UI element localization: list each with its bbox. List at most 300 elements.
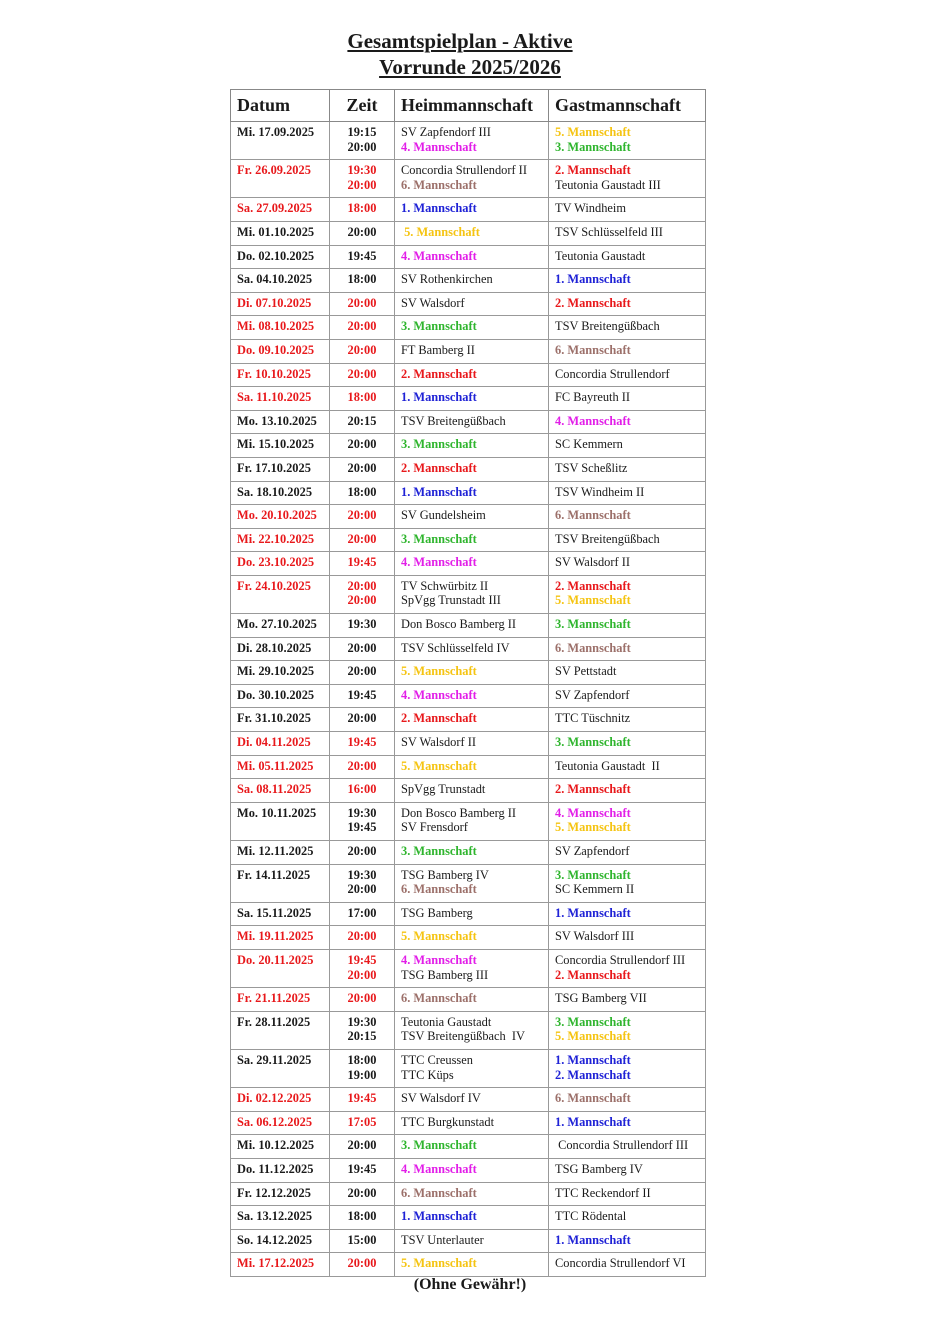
time-value: 19:45 <box>347 735 377 750</box>
own-team-name: 6. Mannschaft <box>555 342 631 357</box>
own-team-name: 3. Mannschaft <box>401 319 477 334</box>
own-team-name: 1. Mannschaft <box>401 201 477 216</box>
opponent-name: TSG Bamberg VII <box>555 991 647 1006</box>
cell-heim <box>395 528 549 552</box>
cell-datum: Sa. 08.11.2025 <box>231 779 330 803</box>
cell-zeit <box>330 755 395 779</box>
time-value: 20:00 <box>347 319 377 334</box>
opponent-name: SV Pettstadt <box>555 664 617 679</box>
cell-zeit <box>330 1088 395 1112</box>
cell-gast <box>549 1158 706 1182</box>
opponent-name: TSG Bamberg III <box>401 967 489 982</box>
cell-zeit <box>330 1229 395 1253</box>
table-row <box>231 552 706 576</box>
cell-zeit <box>330 269 395 293</box>
own-team-name: 2. Mannschaft <box>401 366 477 381</box>
table-row <box>231 292 706 316</box>
cell-datum: Mo. 10.11.2025 <box>231 802 330 840</box>
opponent-name: TSV Breitengüßbach <box>555 319 660 334</box>
time-value: 19:45 <box>347 1091 377 1106</box>
cell-datum: Sa. 04.10.2025 <box>231 269 330 293</box>
own-team-name: 6. Mannschaft <box>555 1091 631 1106</box>
cell-gast <box>549 269 706 293</box>
own-team-name: 5. Mannschaft <box>401 758 477 773</box>
own-team-name: 4. Mannschaft <box>401 1161 477 1176</box>
own-team-name: 3. Mannschaft <box>401 531 477 546</box>
cell-zeit <box>330 1111 395 1135</box>
cell-datum: Mi. 01.10.2025 <box>231 221 330 245</box>
cell-heim <box>395 1158 549 1182</box>
own-team-name: 1. Mannschaft <box>555 272 631 287</box>
cell-zeit <box>330 1135 395 1159</box>
opponent-name: Teutonia Gaustadt III <box>555 177 661 192</box>
cell-datum: Fr. 31.10.2025 <box>231 708 330 732</box>
cell-heim <box>395 122 549 160</box>
opponent-name: SV Rothenkirchen <box>401 272 493 287</box>
table-row <box>231 1135 706 1159</box>
opponent-name: SV Walsdorf II <box>555 555 630 570</box>
opponent-name: FC Bayreuth II <box>555 390 631 405</box>
time-value: 20:00 <box>347 460 377 475</box>
own-team-name: 4. Mannschaft <box>401 687 477 702</box>
opponent-name: Teutonia Gaustadt <box>401 1014 492 1029</box>
cell-heim <box>395 198 549 222</box>
table-row <box>231 637 706 661</box>
cell-datum: Di. 02.12.2025 <box>231 1088 330 1112</box>
opponent-name: TTC Creussen <box>401 1052 473 1067</box>
table-row <box>231 363 706 387</box>
own-team-name: 4. Mannschaft <box>555 805 631 820</box>
table-row <box>231 339 706 363</box>
own-team-name: 1. Mannschaft <box>555 1052 631 1067</box>
cell-heim <box>395 552 549 576</box>
cell-heim <box>395 684 549 708</box>
cell-datum: Mi. 10.12.2025 <box>231 1135 330 1159</box>
table-row <box>231 221 706 245</box>
own-team-name: 6. Mannschaft <box>555 508 631 523</box>
opponent-name: Teutonia Gaustadt <box>555 248 646 263</box>
opponent-name: SV Walsdorf III <box>555 929 635 944</box>
time-value: 19:30 <box>347 867 377 882</box>
table-row <box>231 1088 706 1112</box>
cell-zeit <box>330 902 395 926</box>
opponent-name: TV Schwürbitz II <box>401 578 489 593</box>
table-row <box>231 269 706 293</box>
own-team-name: 2. Mannschaft <box>555 1067 631 1082</box>
cell-heim <box>395 732 549 756</box>
table-row <box>231 779 706 803</box>
time-value: 20:00 <box>347 967 377 982</box>
cell-heim <box>395 902 549 926</box>
time-value: 20:00 <box>347 640 377 655</box>
cell-gast <box>549 316 706 340</box>
cell-heim <box>395 841 549 865</box>
own-team-name: 2. Mannschaft <box>401 711 477 726</box>
cell-zeit <box>330 387 395 411</box>
cell-datum: Di. 07.10.2025 <box>231 292 330 316</box>
time-value: 20:00 <box>347 664 377 679</box>
cell-gast <box>549 1253 706 1277</box>
table-row <box>231 1158 706 1182</box>
opponent-name: TTC Küps <box>401 1067 454 1082</box>
own-team-name: 5. Mannschaft <box>555 820 631 835</box>
cell-heim <box>395 1229 549 1253</box>
time-value: 20:00 <box>347 991 377 1006</box>
own-team-name: 2. Mannschaft <box>555 578 631 593</box>
opponent-name: SpVgg Trunstadt <box>401 782 486 797</box>
time-value: 19:45 <box>347 248 377 263</box>
cell-gast <box>549 1135 706 1159</box>
cell-gast <box>549 575 706 613</box>
cell-zeit <box>330 637 395 661</box>
opponent-name: TTC Rödental <box>555 1209 627 1224</box>
cell-gast <box>549 1088 706 1112</box>
table-row <box>231 902 706 926</box>
cell-gast <box>549 1182 706 1206</box>
cell-zeit <box>330 864 395 902</box>
table-row <box>231 864 706 902</box>
cell-datum: Di. 04.11.2025 <box>231 732 330 756</box>
header-gast: Gastmannschaft <box>549 90 706 122</box>
cell-gast <box>549 122 706 160</box>
cell-datum: Mi. 29.10.2025 <box>231 661 330 685</box>
time-value: 18:00 <box>347 390 377 405</box>
cell-zeit <box>330 552 395 576</box>
time-value: 19:45 <box>347 1161 377 1176</box>
time-value: 20:15 <box>347 1029 377 1044</box>
own-team-name: 1. Mannschaft <box>555 1232 631 1247</box>
cell-zeit <box>330 316 395 340</box>
cell-zeit <box>330 661 395 685</box>
cell-heim <box>395 481 549 505</box>
opponent-name: SV Frensdorf <box>401 820 468 835</box>
cell-heim <box>395 708 549 732</box>
opponent-name: TSV Unterlauter <box>401 1232 484 1247</box>
time-value: 18:00 <box>347 1052 377 1067</box>
cell-zeit <box>330 802 395 840</box>
cell-datum: Mo. 27.10.2025 <box>231 614 330 638</box>
cell-heim <box>395 575 549 613</box>
cell-zeit <box>330 1049 395 1087</box>
cell-datum: Sa. 29.11.2025 <box>231 1049 330 1087</box>
opponent-name: Don Bosco Bamberg II <box>401 805 517 820</box>
table-row <box>231 661 706 685</box>
cell-gast <box>549 949 706 987</box>
cell-datum: Sa. 18.10.2025 <box>231 481 330 505</box>
cell-gast <box>549 339 706 363</box>
cell-datum: Mi. 05.11.2025 <box>231 755 330 779</box>
own-team-name: 3. Mannschaft <box>555 1014 631 1029</box>
schedule-table <box>230 89 706 1277</box>
cell-gast <box>549 528 706 552</box>
table-row <box>231 434 706 458</box>
cell-gast <box>549 684 706 708</box>
table-row <box>231 732 706 756</box>
own-team-name: 1. Mannschaft <box>555 905 631 920</box>
time-value: 19:30 <box>347 1014 377 1029</box>
time-value: 20:00 <box>347 758 377 773</box>
time-value: 16:00 <box>347 782 377 797</box>
opponent-name: TSV Schlüsselfeld IV <box>401 640 510 655</box>
opponent-name: SV Zapfendorf III <box>401 125 491 139</box>
cell-zeit <box>330 505 395 529</box>
cell-datum: Fr. 21.11.2025 <box>231 988 330 1012</box>
own-team-name: 3. Mannschaft <box>401 1138 477 1153</box>
cell-gast <box>549 292 706 316</box>
opponent-name: SV Walsdorf II <box>401 735 476 750</box>
own-team-name: 4. Mannschaft <box>401 952 477 967</box>
own-team-name: 3. Mannschaft <box>555 867 631 882</box>
cell-gast <box>549 841 706 865</box>
cell-heim <box>395 614 549 638</box>
time-value: 20:00 <box>347 437 377 452</box>
opponent-name: Teutonia Gaustadt II <box>555 758 660 773</box>
cell-gast <box>549 732 706 756</box>
cell-zeit <box>330 708 395 732</box>
time-value: 20:00 <box>347 224 377 239</box>
opponent-name: TSV Breitengüßbach IV <box>401 1029 525 1044</box>
cell-zeit <box>330 198 395 222</box>
cell-zeit <box>330 988 395 1012</box>
time-value: 18:00 <box>347 201 377 216</box>
cell-datum: Fr. 10.10.2025 <box>231 363 330 387</box>
time-value: 19:45 <box>347 952 377 967</box>
opponent-name: SC Kemmern II <box>555 882 635 897</box>
opponent-name: TSG Bamberg IV <box>401 867 489 882</box>
own-team-name: 4. Mannschaft <box>555 413 631 428</box>
time-value: 20:00 <box>347 1185 377 1200</box>
table-row <box>231 1206 706 1230</box>
cell-datum: Do. 20.11.2025 <box>231 949 330 987</box>
opponent-name: TSG Bamberg IV <box>555 1161 643 1176</box>
time-value: 19:30 <box>347 805 377 820</box>
cell-datum: Mi. 17.12.2025 <box>231 1253 330 1277</box>
own-team-name: 3. Mannschaft <box>401 844 477 858</box>
own-team-name: 6. Mannschaft <box>401 991 477 1006</box>
cell-zeit <box>330 1011 395 1049</box>
cell-heim <box>395 339 549 363</box>
cell-datum: Mi. 22.10.2025 <box>231 528 330 552</box>
time-value: 19:00 <box>347 1067 377 1082</box>
time-value: 18:00 <box>347 484 377 499</box>
cell-gast <box>549 926 706 950</box>
cell-heim <box>395 637 549 661</box>
cell-datum: Fr. 14.11.2025 <box>231 864 330 902</box>
cell-heim <box>395 661 549 685</box>
cell-heim <box>395 864 549 902</box>
time-value: 20:00 <box>347 295 377 310</box>
table-row <box>231 949 706 987</box>
cell-zeit <box>330 779 395 803</box>
own-team-name: 6. Mannschaft <box>401 1185 477 1200</box>
table-row <box>231 505 706 529</box>
time-value: 20:00 <box>347 882 377 897</box>
cell-heim <box>395 779 549 803</box>
time-value: 17:00 <box>347 905 377 920</box>
cell-datum: Mi. 08.10.2025 <box>231 316 330 340</box>
opponent-name: SV Zapfendorf <box>555 844 630 858</box>
opponent-name: TSV Windheim II <box>555 484 645 499</box>
table-header-row <box>231 90 706 122</box>
cell-zeit <box>330 1158 395 1182</box>
table-row <box>231 198 706 222</box>
cell-zeit <box>330 245 395 269</box>
table-row <box>231 1253 706 1277</box>
time-value: 18:00 <box>347 1209 377 1224</box>
time-value: 20:00 <box>347 929 377 944</box>
cell-gast <box>549 481 706 505</box>
opponent-name: TSV Schlüsselfeld III <box>555 224 663 239</box>
cell-datum: Fr. 28.11.2025 <box>231 1011 330 1049</box>
cell-gast <box>549 1229 706 1253</box>
cell-zeit <box>330 434 395 458</box>
own-team-name: 1. Mannschaft <box>401 1209 477 1224</box>
own-team-name: 6. Mannschaft <box>401 882 477 897</box>
cell-gast <box>549 708 706 732</box>
own-team-name: 3. Mannschaft <box>555 617 631 632</box>
cell-zeit <box>330 292 395 316</box>
cell-zeit <box>330 684 395 708</box>
cell-gast <box>549 457 706 481</box>
cell-zeit <box>330 926 395 950</box>
table-row <box>231 841 706 865</box>
own-team-name: 2. Mannschaft <box>555 782 631 797</box>
cell-gast <box>549 552 706 576</box>
cell-heim <box>395 316 549 340</box>
opponent-name: SpVgg Trunstadt III <box>401 593 501 608</box>
own-team-name: 5. Mannschaft <box>555 125 631 139</box>
table-row <box>231 1049 706 1087</box>
opponent-name: TSV Breitengüßbach <box>401 413 506 428</box>
cell-datum: Sa. 27.09.2025 <box>231 198 330 222</box>
header-heim: Heimmannschaft <box>395 90 549 122</box>
cell-datum: Sa. 13.12.2025 <box>231 1206 330 1230</box>
time-value: 19:30 <box>347 163 377 178</box>
cell-gast <box>549 614 706 638</box>
cell-heim <box>395 802 549 840</box>
own-team-name: 5. Mannschaft <box>555 1029 631 1044</box>
time-value: 20:00 <box>347 366 377 381</box>
cell-heim <box>395 160 549 198</box>
cell-heim <box>395 1206 549 1230</box>
opponent-name: TTC Reckendorf II <box>555 1185 651 1200</box>
time-value: 20:00 <box>347 593 377 608</box>
cell-heim <box>395 387 549 411</box>
cell-datum: Do. 09.10.2025 <box>231 339 330 363</box>
cell-datum: Mi. 17.09.2025 <box>231 122 330 160</box>
own-team-name: 5. Mannschaft <box>401 224 480 239</box>
time-value: 19:45 <box>347 820 377 835</box>
cell-heim <box>395 926 549 950</box>
table-row <box>231 1229 706 1253</box>
table-row <box>231 614 706 638</box>
own-team-name: 5. Mannschaft <box>401 664 477 679</box>
cell-gast <box>549 988 706 1012</box>
opponent-name: TSV Scheßlitz <box>555 460 628 475</box>
opponent-name: TTC Burgkunstadt <box>401 1114 495 1129</box>
time-value: 19:45 <box>347 687 377 702</box>
cell-zeit <box>330 841 395 865</box>
table-row <box>231 708 706 732</box>
own-team-name: 2. Mannschaft <box>555 967 631 982</box>
cell-heim <box>395 1135 549 1159</box>
cell-heim <box>395 505 549 529</box>
cell-heim <box>395 1111 549 1135</box>
cell-gast <box>549 902 706 926</box>
opponent-name: Concordia Strullendorf II <box>401 163 527 178</box>
table-row <box>231 387 706 411</box>
cell-gast <box>549 1111 706 1135</box>
schedule-body <box>231 122 706 1277</box>
own-team-name: 2. Mannschaft <box>401 460 477 475</box>
cell-zeit <box>330 410 395 434</box>
table-row <box>231 1011 706 1049</box>
opponent-name: Don Bosco Bamberg II <box>401 617 517 632</box>
cell-gast <box>549 160 706 198</box>
own-team-name: 4. Mannschaft <box>401 248 477 263</box>
opponent-name: SC Kemmern <box>555 437 623 452</box>
opponent-name: TV Windheim <box>555 201 626 216</box>
cell-gast <box>549 802 706 840</box>
cell-zeit <box>330 614 395 638</box>
cell-datum: Fr. 26.09.2025 <box>231 160 330 198</box>
cell-datum: Fr. 12.12.2025 <box>231 1182 330 1206</box>
table-row <box>231 122 706 160</box>
cell-zeit <box>330 1182 395 1206</box>
table-row <box>231 316 706 340</box>
table-row <box>231 1111 706 1135</box>
header-zeit: Zeit <box>330 90 395 122</box>
cell-gast <box>549 637 706 661</box>
opponent-name: SV Walsdorf <box>401 295 465 310</box>
cell-heim <box>395 269 549 293</box>
own-team-name: 4. Mannschaft <box>401 139 477 154</box>
opponent-name: TSG Bamberg <box>401 905 473 920</box>
cell-zeit <box>330 528 395 552</box>
time-value: 20:00 <box>347 139 377 154</box>
own-team-name: 3. Mannschaft <box>401 437 477 452</box>
own-team-name: 2. Mannschaft <box>555 163 631 178</box>
cell-gast <box>549 661 706 685</box>
cell-gast <box>549 1011 706 1049</box>
own-team-name: 3. Mannschaft <box>555 139 631 154</box>
cell-datum: Mi. 12.11.2025 <box>231 841 330 865</box>
cell-heim <box>395 410 549 434</box>
cell-heim <box>395 221 549 245</box>
cell-gast <box>549 221 706 245</box>
table-row <box>231 245 706 269</box>
table-row <box>231 755 706 779</box>
cell-heim <box>395 1049 549 1087</box>
cell-heim <box>395 457 549 481</box>
table-row <box>231 457 706 481</box>
opponent-name: FT Bamberg II <box>401 342 475 357</box>
cell-datum: Do. 23.10.2025 <box>231 552 330 576</box>
cell-zeit <box>330 481 395 505</box>
table-row <box>231 1182 706 1206</box>
cell-datum: Mo. 13.10.2025 <box>231 410 330 434</box>
cell-heim <box>395 949 549 987</box>
cell-gast <box>549 755 706 779</box>
title-line-2: Vorrunde 2025/2026 <box>379 55 561 79</box>
cell-datum: Sa. 15.11.2025 <box>231 902 330 926</box>
own-team-name: 5. Mannschaft <box>401 1256 477 1271</box>
cell-gast <box>549 779 706 803</box>
own-team-name: 2. Mannschaft <box>555 295 631 310</box>
cell-heim <box>395 988 549 1012</box>
time-value: 20:00 <box>347 1256 377 1271</box>
time-value: 15:00 <box>347 1232 377 1247</box>
